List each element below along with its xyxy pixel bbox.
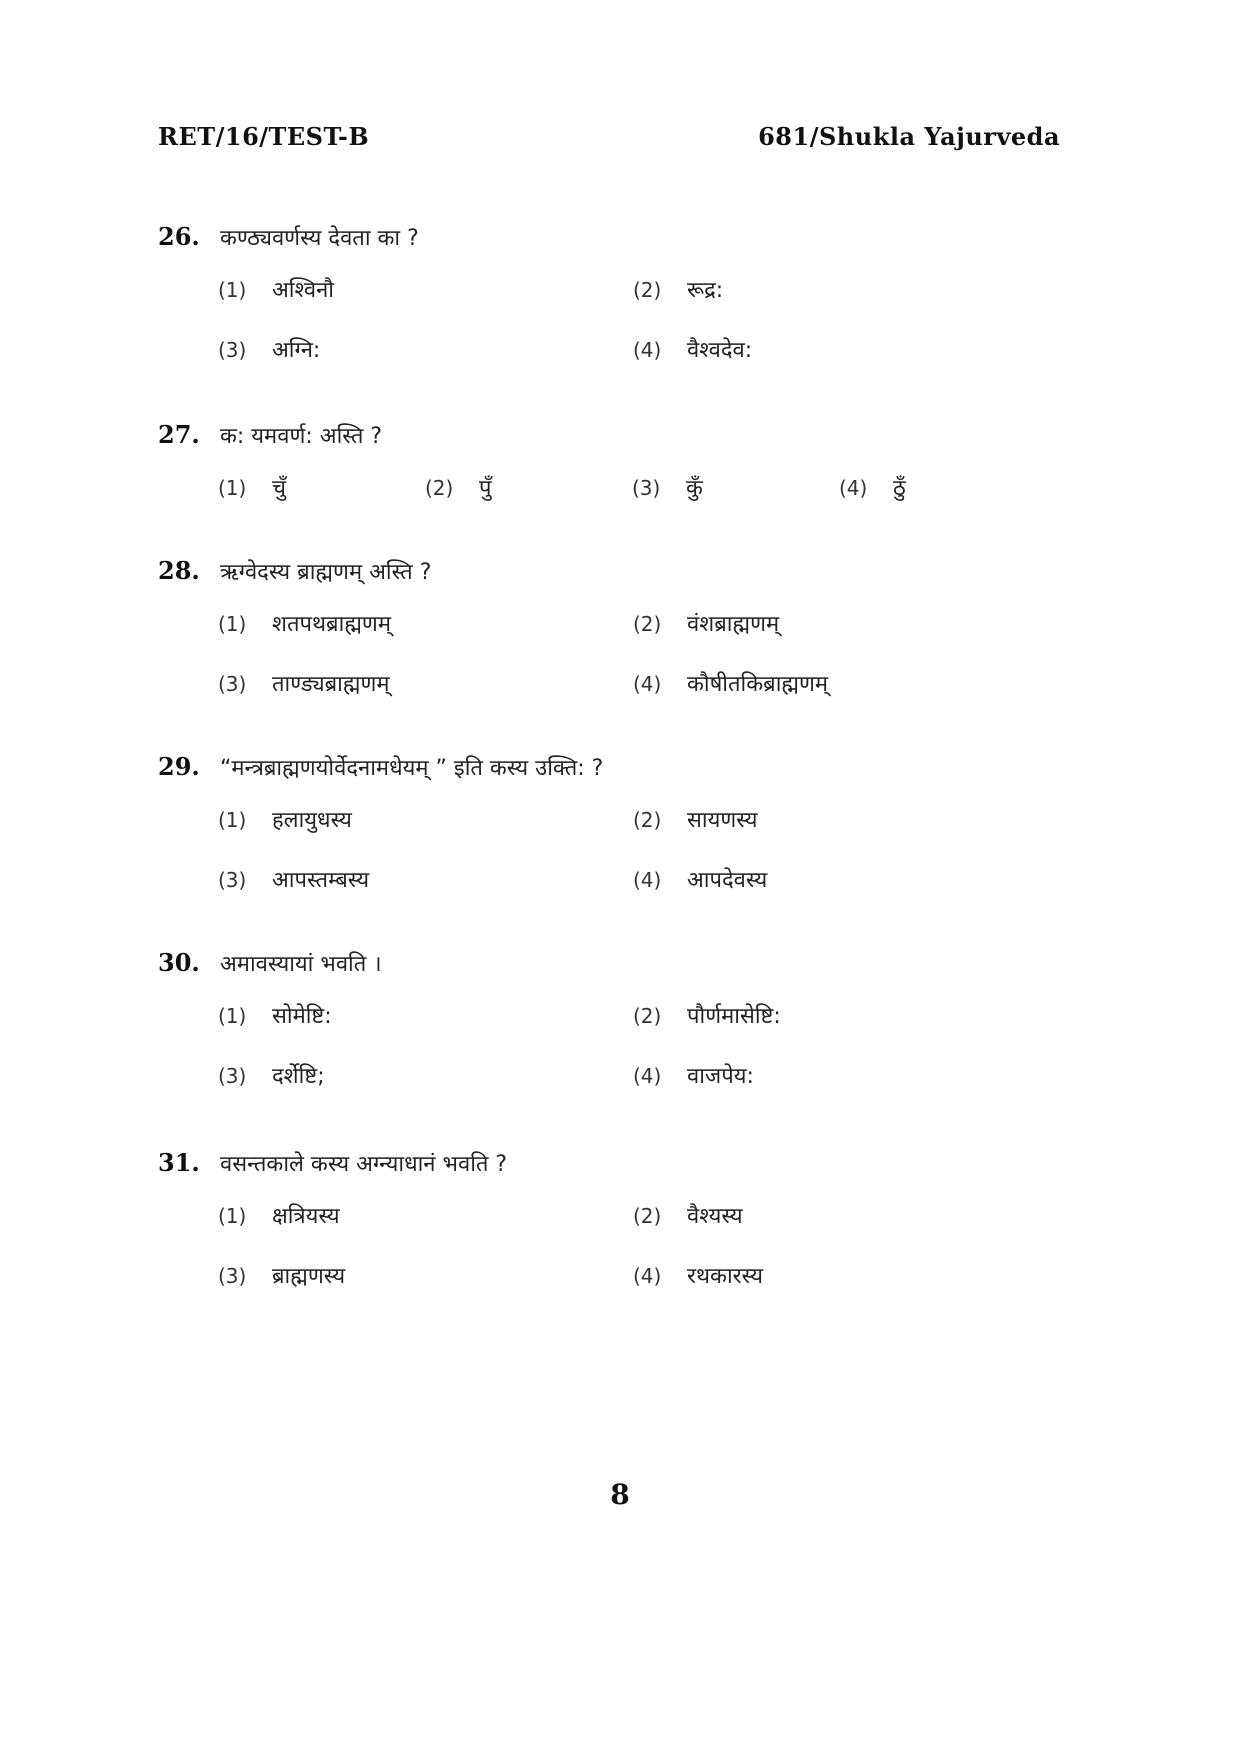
option-1: (1) सोमेष्टि:: [218, 1004, 332, 1029]
question-number: 26.: [158, 222, 200, 251]
page-number: 8: [610, 1478, 630, 1511]
option-4: (4) वैश्वदेव:: [633, 338, 753, 363]
option-2: (2) रूद्र:: [633, 278, 724, 303]
subject-title: 681/Shukla Yajurveda: [758, 122, 1060, 151]
option-4: (4) वाजपेय:: [633, 1064, 754, 1089]
option-3: (3) ताण्ड्यब्राह्मणम्: [218, 672, 390, 697]
question-number: 27.: [158, 420, 200, 449]
question-number: 28.: [158, 556, 200, 585]
option-1: (1) क्षत्रियस्य: [218, 1204, 340, 1229]
question-30: [158, 948, 1058, 1120]
option-4: (4) ठुँ: [839, 476, 906, 501]
option-3: (3) कुँ: [632, 476, 703, 501]
question-text: ऋग्वेदस्य ब्राह्मणम् अस्ति ?: [220, 560, 432, 585]
option-2: (2) पौर्णमासेष्टि:: [633, 1004, 781, 1029]
question-text: क: यमवर्ण: अस्ति ?: [220, 424, 383, 449]
question-29: [158, 752, 1058, 924]
option-1: (1) अश्विनौ: [218, 278, 334, 303]
question-28: [158, 556, 1058, 728]
option-3: (3) दर्शेष्टि;: [218, 1064, 325, 1089]
question-text: “मन्त्रब्राह्मणयोर्वेदनामधेयम् ” इति कस्य उक्ति: ?: [220, 756, 604, 781]
option-2: (2) वंशब्राह्मणम्: [633, 612, 780, 637]
question-text: कण्ठ्यवर्णस्य देवता का ?: [220, 226, 419, 251]
question-26: [158, 222, 1058, 394]
option-1: (1) चुँ: [218, 476, 286, 501]
option-3: (3) आपस्तम्बस्य: [218, 868, 370, 893]
option-4: (4) आपदेवस्य: [633, 868, 768, 893]
paper-code: RET/16/TEST-B: [158, 122, 370, 151]
option-3: (3) ब्राह्मणस्य: [218, 1264, 346, 1289]
option-1: (1) शतपथब्राह्मणम्: [218, 612, 391, 637]
option-2: (2) वैश्यस्य: [633, 1204, 743, 1229]
option-3: (3) अग्नि:: [218, 338, 321, 363]
question-number: 30.: [158, 948, 200, 977]
option-1: (1) हलायुधस्य: [218, 808, 352, 833]
question-text: वसन्तकाले कस्य अग्न्याधानं भवति ?: [220, 1152, 508, 1177]
question-number: 31.: [158, 1148, 200, 1177]
option-4: (4) कौषीतकिब्राह्मणम्: [633, 672, 829, 697]
question-number: 29.: [158, 752, 200, 781]
option-2: (2) सायणस्य: [633, 808, 758, 833]
question-31: [158, 1148, 1058, 1320]
option-4: (4) रथकारस्य: [633, 1264, 763, 1289]
question-text: अमावस्यायां भवति ।: [220, 952, 382, 977]
option-2: (2) पुँ: [425, 476, 492, 501]
question-27: [158, 420, 1058, 532]
